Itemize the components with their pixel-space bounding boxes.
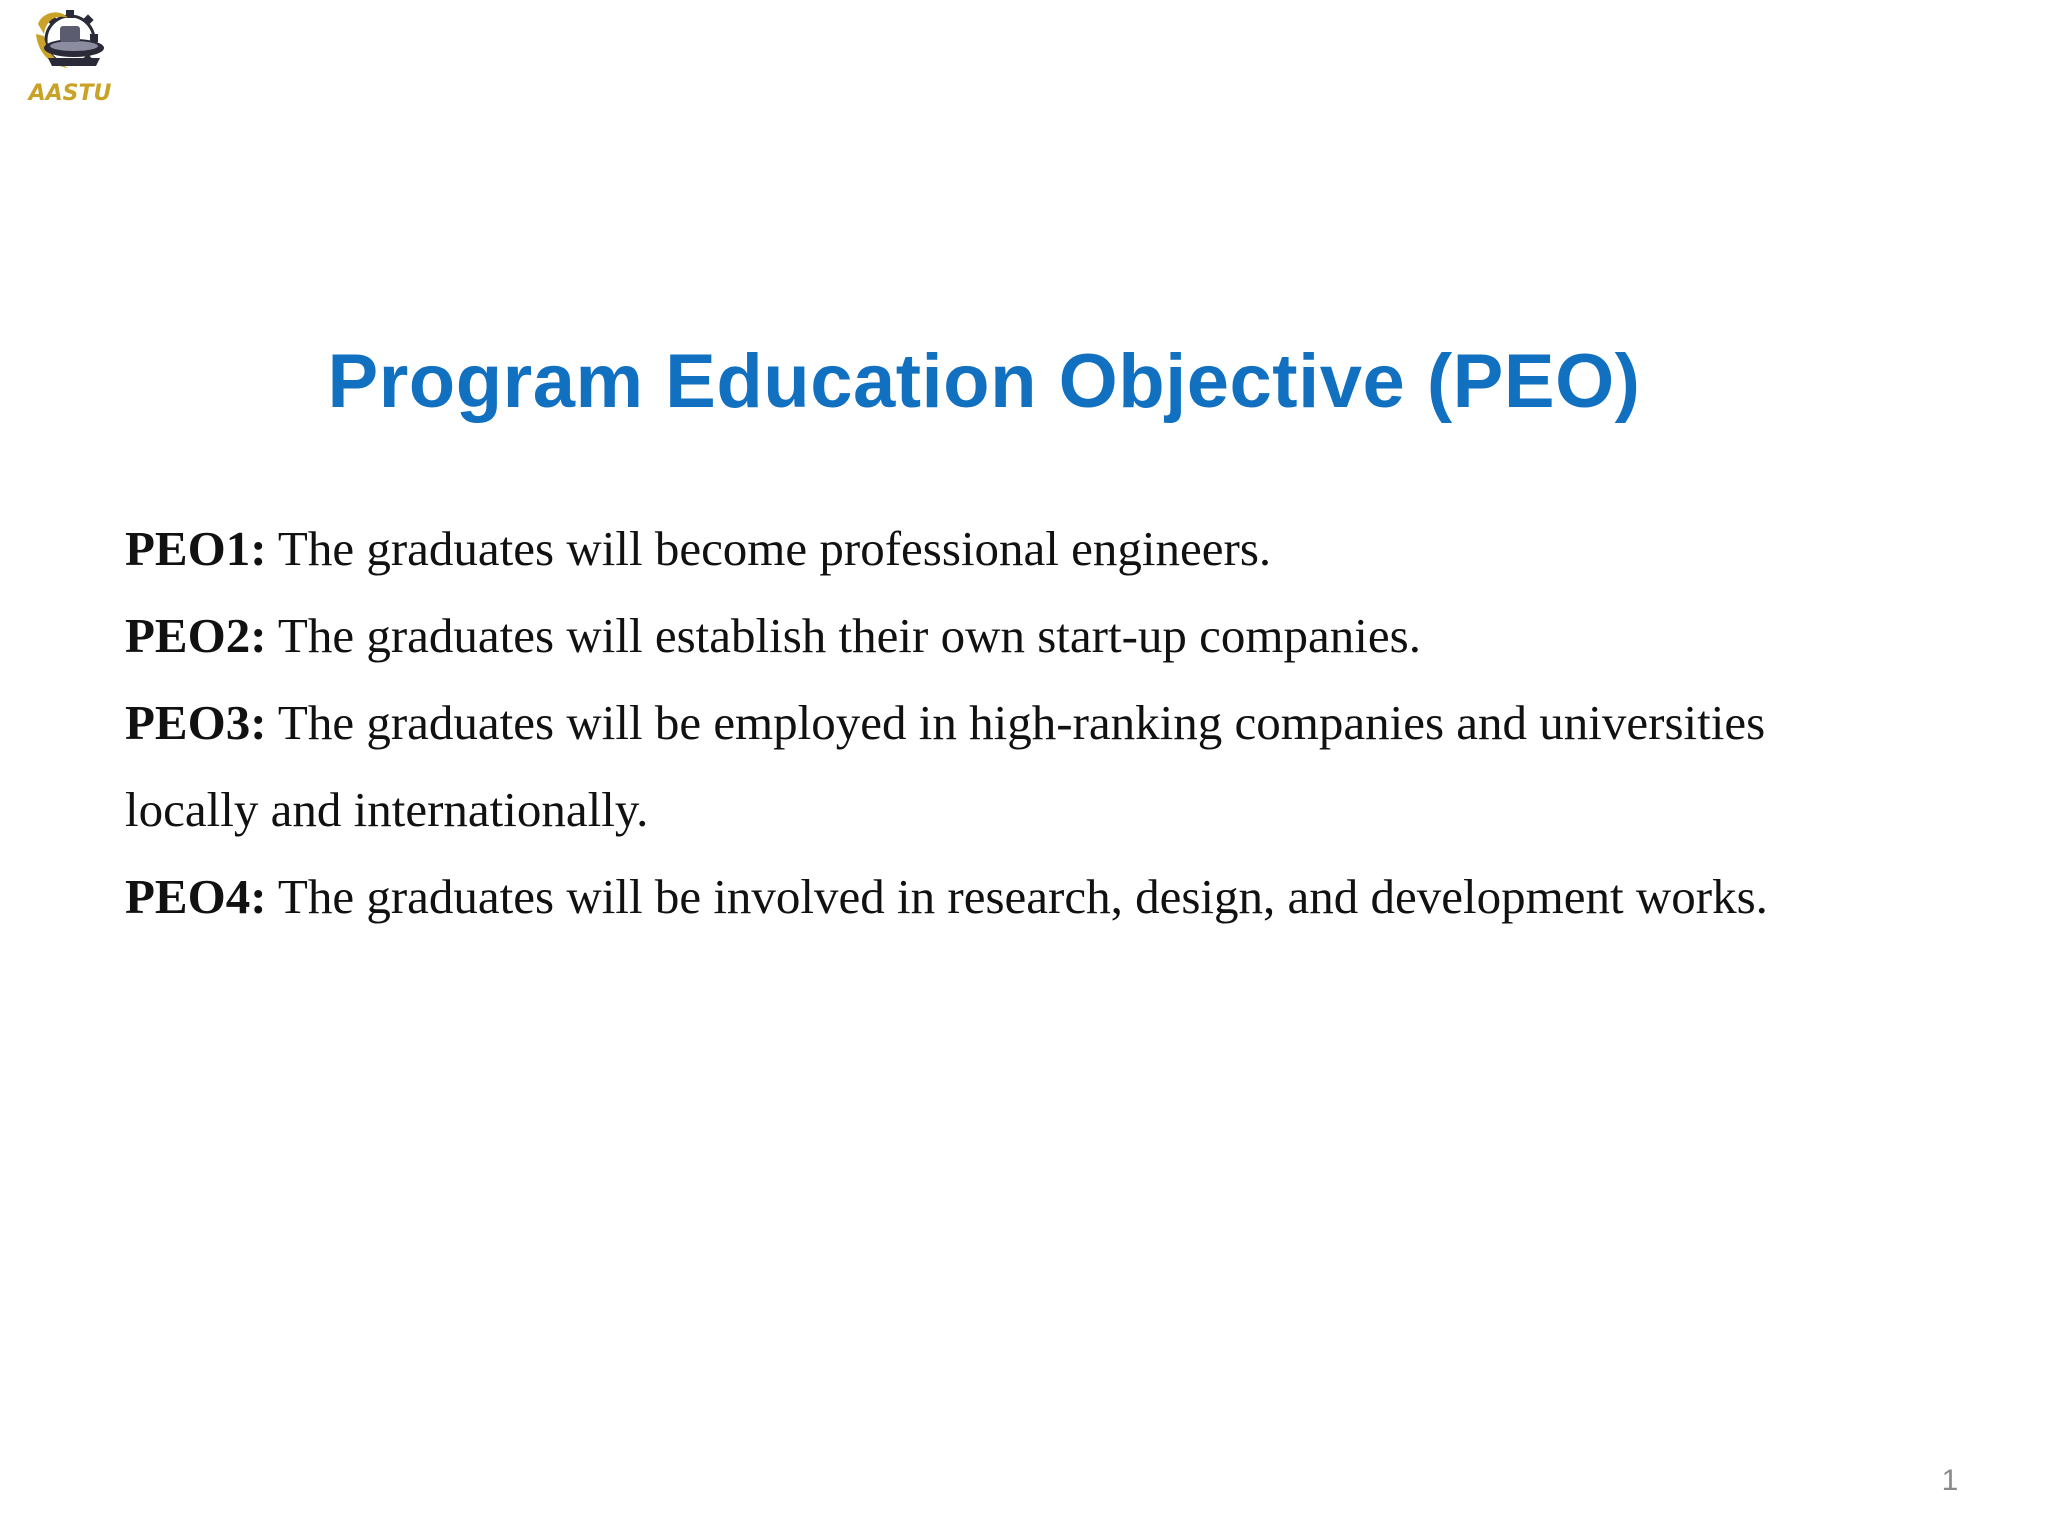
objective-label: PEO4: (125, 869, 267, 924)
objective-text: The graduates will become professional engineers. (266, 521, 1272, 576)
objective-label: PEO3: (125, 695, 267, 750)
objective-text: The graduates will be involved in research, design, and development works. (266, 869, 1768, 924)
objective-text: The graduates will be employed in high-ranking companies and universities (266, 695, 1766, 750)
slide-title: Program Education Objective (PEO) (327, 339, 1641, 424)
objective-label: PEO1: (125, 521, 267, 576)
objective-label: PEO2: (125, 608, 267, 663)
objectives-list (125, 505, 1925, 940)
aastu-emblem-icon (8, 4, 132, 104)
objective-text-continuation: locally and internationally. (125, 782, 649, 837)
objective-peo2 (125, 592, 1925, 679)
aastu-logo (8, 4, 132, 104)
objective-peo3 (125, 679, 1925, 766)
objective-peo1 (125, 505, 1925, 592)
page-number: 1 (1941, 1464, 1959, 1497)
objective-peo4 (125, 853, 1925, 940)
objective-peo3-continuation (125, 766, 1925, 853)
logo-wordmark: AASTU (28, 81, 112, 104)
objective-text: The graduates will establish their own start-up companies. (266, 608, 1421, 663)
